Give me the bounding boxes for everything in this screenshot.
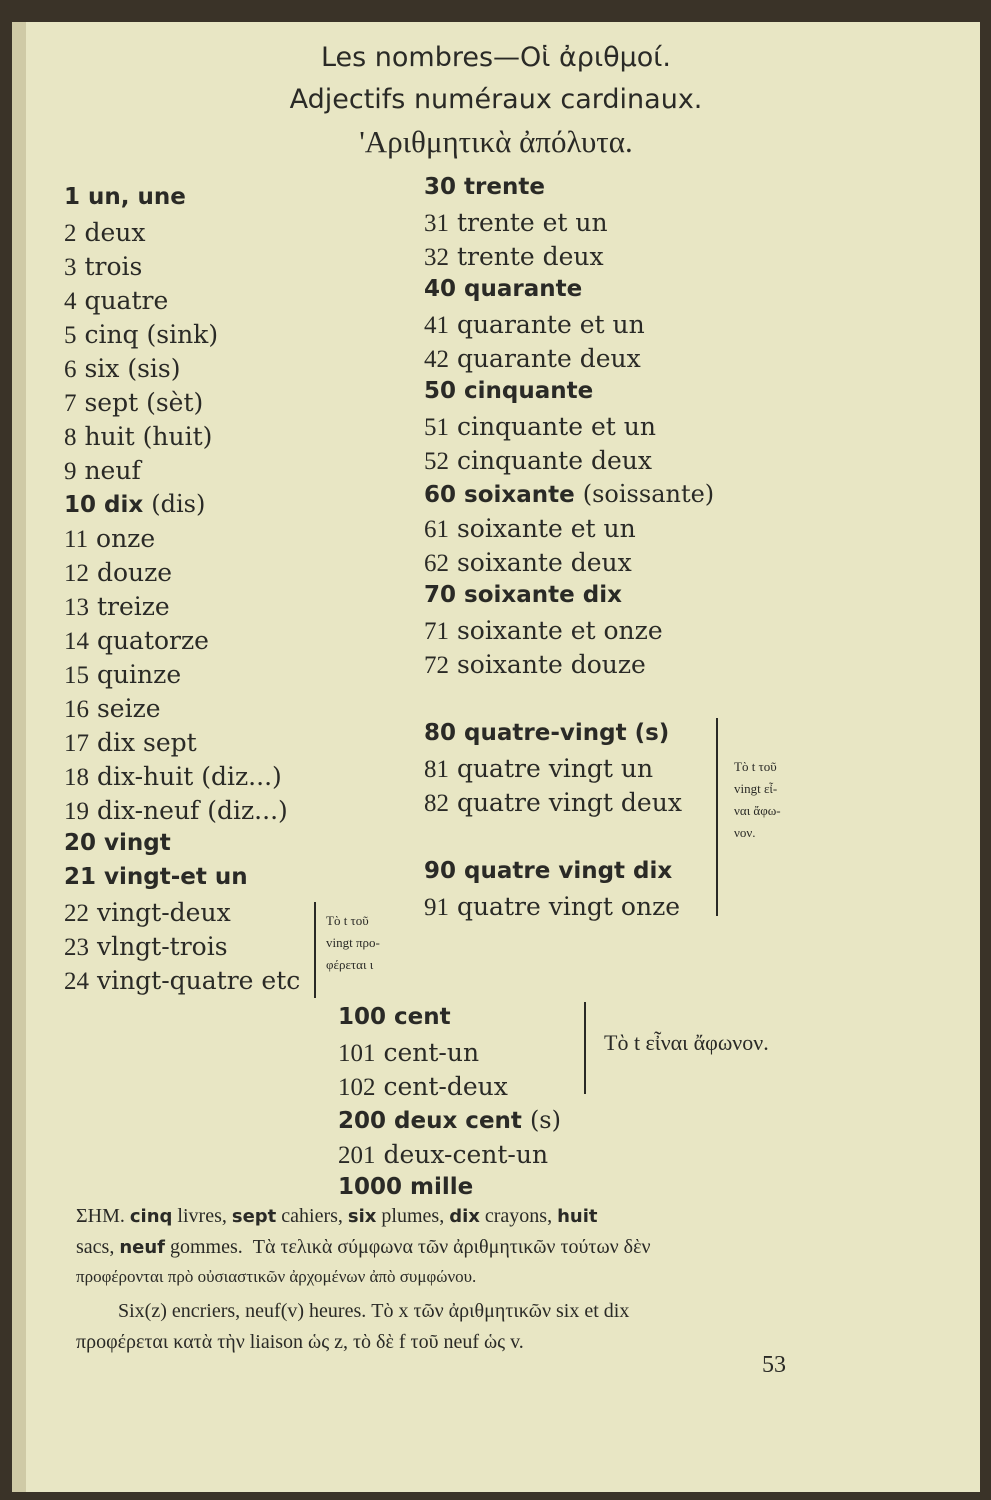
bracket-vingt-pro: [314, 902, 316, 998]
number-row: [64, 898, 231, 928]
number-row: [64, 354, 181, 384]
number-row: [338, 1106, 561, 1134]
note-line: Τὸ t τοῦ: [326, 913, 369, 928]
numeral: 11: [64, 526, 89, 553]
remark-text: crayons,: [479, 1205, 558, 1227]
number-row: [64, 286, 168, 316]
number-word: cinquante: [464, 378, 594, 404]
number-word: cent-un: [383, 1038, 480, 1067]
number-word: quatre vingt un: [456, 754, 654, 783]
number-row: [64, 252, 142, 282]
numeral: 82: [424, 790, 449, 817]
title-line-3: 'Αριθμητικὰ ἀπόλυτα.: [359, 124, 633, 159]
note-line: ναι ἄφω-: [734, 803, 781, 818]
numeral: 12: [64, 560, 89, 587]
numeral: 70: [424, 582, 457, 608]
note-vingt-aph: [734, 756, 781, 844]
number-row: [424, 242, 604, 272]
number-word: quatre-vingt (s): [464, 720, 670, 746]
page-binding-edge: [12, 22, 26, 1492]
number-word: trente: [464, 174, 545, 200]
number-row: [424, 412, 656, 442]
number-row: [64, 694, 161, 724]
number-row: [424, 616, 663, 646]
number-word: sept (sèt): [84, 388, 204, 417]
numeral: 2: [64, 220, 77, 247]
note-line: φέρεται ι: [326, 957, 374, 972]
number-row: [424, 582, 622, 608]
numeral: 81: [424, 756, 449, 783]
number-word: cinquante deux: [456, 446, 652, 475]
numeral: 16: [64, 696, 89, 723]
number-word: seize: [96, 694, 161, 723]
remark-line-5: προφέρεται κατὰ τὴν liaison ὡς z, τὸ δὲ f τοῦ neuf ὡς v.: [76, 1331, 524, 1353]
number-row: [424, 892, 680, 922]
number-word: dix-neuf (diz...): [96, 796, 288, 825]
remark-line-4: Six(z) encriers, neuf(v) heures. Τὸ x τῶν ἀριθμητικῶν six et dix: [118, 1300, 630, 1322]
emphasized-numeral: huit: [557, 1206, 598, 1227]
number-row: [338, 1038, 479, 1068]
number-word: treize: [96, 592, 170, 621]
number-word: quarante et un: [456, 310, 645, 339]
numeral: 61: [424, 516, 449, 543]
number-word: quatorze: [96, 626, 209, 655]
number-word: huit (huit): [84, 422, 213, 451]
numeral: 51: [424, 414, 449, 441]
number-word: dix: [104, 492, 144, 518]
number-word: deux cent: [394, 1108, 522, 1134]
number-row: [64, 592, 170, 622]
number-row: [424, 514, 636, 544]
remark-text: sacs,: [76, 1236, 120, 1258]
number-row: [424, 276, 582, 302]
number-word: vingt-quatre etc: [96, 966, 301, 995]
numeral: 6: [64, 356, 77, 383]
numeral: 50: [424, 378, 457, 404]
bracket-cent: [584, 1002, 586, 1094]
pronunciation-note: (s): [529, 1106, 561, 1134]
numeral: 62: [424, 550, 449, 577]
number-word: vingt-et un: [104, 864, 248, 890]
number-row: [424, 720, 669, 746]
numeral: 21: [64, 864, 97, 890]
number-word: un, une: [88, 184, 186, 210]
note-line: vingt εἶ-: [734, 781, 778, 796]
numeral: 10: [64, 492, 97, 518]
number-word: cent-deux: [383, 1072, 508, 1101]
number-row: [424, 344, 641, 374]
number-word: onze: [96, 524, 156, 553]
emphasized-numeral: neuf: [119, 1237, 165, 1258]
note-line: vingt προ-: [326, 935, 380, 950]
numeral: 72: [424, 652, 449, 679]
numeral: 19: [64, 798, 89, 825]
number-word: dix sept: [96, 728, 197, 757]
note-cent-aph: Τὸ t εἶναι ἄφωνον.: [604, 1030, 769, 1055]
number-word: vlngt-trois: [96, 932, 228, 961]
number-word: soixante deux: [456, 548, 632, 577]
numeral: 1: [64, 184, 81, 210]
numeral: 20: [64, 830, 97, 856]
numeral: 15: [64, 662, 89, 689]
number-word: trente deux: [456, 242, 604, 271]
numeral: 102: [338, 1074, 376, 1101]
number-row: [64, 490, 205, 518]
number-word: vingt: [104, 830, 171, 856]
numeral: 100: [338, 1004, 387, 1030]
remark-text: plumes,: [376, 1205, 450, 1227]
number-row: [64, 762, 282, 792]
number-word: vingt-deux: [96, 898, 231, 927]
number-row: [424, 480, 714, 508]
number-word: six (sis): [84, 354, 181, 383]
note-line: Τὸ t τοῦ: [734, 759, 777, 774]
number-row: [64, 932, 228, 962]
number-row: [424, 174, 545, 200]
number-word: douze: [96, 558, 173, 587]
number-row: [64, 524, 155, 554]
title-line-1: Les nombres—Οἱ ἀριθμοί.: [320, 42, 672, 73]
numeral: 4: [64, 288, 77, 315]
emphasized-numeral: dix: [449, 1206, 480, 1227]
remark-text: ΣΗΜ.: [76, 1205, 130, 1227]
remark-line-1: [76, 1205, 597, 1228]
number-word: soixante et onze: [456, 616, 663, 645]
numeral: 42: [424, 346, 449, 373]
number-word: quinze: [96, 660, 182, 689]
remark-line-3: προφέρονται πρὸ οὐσιαστικῶν ἀρχομένων ἀπὸ συμφώνου.: [76, 1267, 477, 1286]
number-row: [64, 830, 171, 856]
numeral: 101: [338, 1040, 376, 1067]
remark-text: cahiers,: [276, 1205, 348, 1227]
number-word: soixante et un: [456, 514, 636, 543]
numeral: 32: [424, 244, 449, 271]
pronunciation-note: (dis): [151, 490, 206, 518]
numeral: 91: [424, 894, 449, 921]
number-row: [64, 388, 203, 418]
number-row: [424, 858, 672, 884]
numeral: 7: [64, 390, 77, 417]
numeral: 71: [424, 618, 449, 645]
number-word: deux-cent-un: [383, 1140, 549, 1169]
numeral: 18: [64, 764, 89, 791]
emphasized-numeral: sept: [231, 1206, 277, 1227]
numeral: 14: [64, 628, 89, 655]
number-row: [338, 1140, 548, 1170]
number-row: [424, 548, 632, 578]
number-row: [64, 456, 141, 486]
number-row: [64, 422, 212, 452]
number-row: [64, 864, 248, 890]
number-word: quatre vingt deux: [456, 788, 682, 817]
numeral: 13: [64, 594, 89, 621]
number-word: cinquante et un: [456, 412, 656, 441]
number-row: [424, 788, 682, 818]
number-row: [424, 378, 593, 404]
number-word: quarante deux: [456, 344, 641, 373]
numeral: 31: [424, 210, 449, 237]
numeral: 1000: [338, 1174, 403, 1200]
numeral: 90: [424, 858, 457, 884]
note-line: νον.: [734, 825, 756, 840]
number-word: neuf: [84, 456, 141, 485]
number-word: quatre vingt onze: [456, 892, 681, 921]
number-row: [338, 1072, 508, 1102]
number-row: [64, 660, 181, 690]
numeral: 80: [424, 720, 457, 746]
pronunciation-note: (soissante): [582, 480, 715, 508]
remark-text: livres,: [172, 1205, 232, 1227]
number-row: [424, 650, 646, 680]
book-page: [12, 22, 980, 1492]
numeral: 52: [424, 448, 449, 475]
numeral: 23: [64, 934, 89, 961]
numeral: 201: [338, 1142, 376, 1169]
number-row: [424, 208, 608, 238]
number-row: [64, 558, 172, 588]
number-row: [424, 446, 652, 476]
number-row: [64, 796, 288, 826]
numeral: 9: [64, 458, 77, 485]
number-row: [424, 310, 645, 340]
remark-line-2: [76, 1236, 651, 1259]
number-word: dix-huit (diz...): [96, 762, 282, 791]
title-line-2: Adjectifs numéraux cardinaux.: [289, 84, 703, 115]
number-row: [64, 966, 300, 996]
numeral: 41: [424, 312, 449, 339]
number-row: [424, 754, 653, 784]
bracket-vingt-aph: [716, 718, 718, 916]
number-row: [64, 320, 218, 350]
number-word: quarante: [464, 276, 583, 302]
numeral: 8: [64, 424, 77, 451]
number-word: mille: [410, 1174, 474, 1200]
number-row: [64, 626, 209, 656]
number-word: quatre vingt dix: [464, 858, 673, 884]
emphasized-numeral: six: [347, 1206, 377, 1227]
remark-text: gommes. Τὰ τελικὰ σύμφωνα τῶν ἀριθμητικῶν τούτων δὲν: [165, 1236, 651, 1258]
number-row: [338, 1004, 451, 1030]
numeral: 30: [424, 174, 457, 200]
number-row: [64, 218, 145, 248]
number-word: cinq (sink): [84, 320, 219, 349]
page-number: 53: [762, 1352, 786, 1378]
numeral: 5: [64, 322, 77, 349]
numeral: 17: [64, 730, 89, 757]
number-word: soixante dix: [464, 582, 622, 608]
numeral: 40: [424, 276, 457, 302]
number-word: trente et un: [456, 208, 608, 237]
numeral: 3: [64, 254, 77, 281]
number-word: quatre: [84, 286, 169, 315]
number-word: trois: [84, 252, 143, 281]
number-row: [64, 184, 186, 210]
number-row: [64, 728, 197, 758]
numeral: 200: [338, 1108, 387, 1134]
number-word: soixante douze: [456, 650, 646, 679]
note-vingt-pro: [326, 910, 380, 976]
number-word: soixante: [464, 482, 575, 508]
numeral: 22: [64, 900, 89, 927]
emphasized-numeral: cinq: [129, 1206, 173, 1227]
numeral: 60: [424, 482, 457, 508]
number-row: [338, 1174, 473, 1200]
number-word: deux: [84, 218, 146, 247]
numeral: 24: [64, 968, 89, 995]
number-word: cent: [394, 1004, 451, 1030]
